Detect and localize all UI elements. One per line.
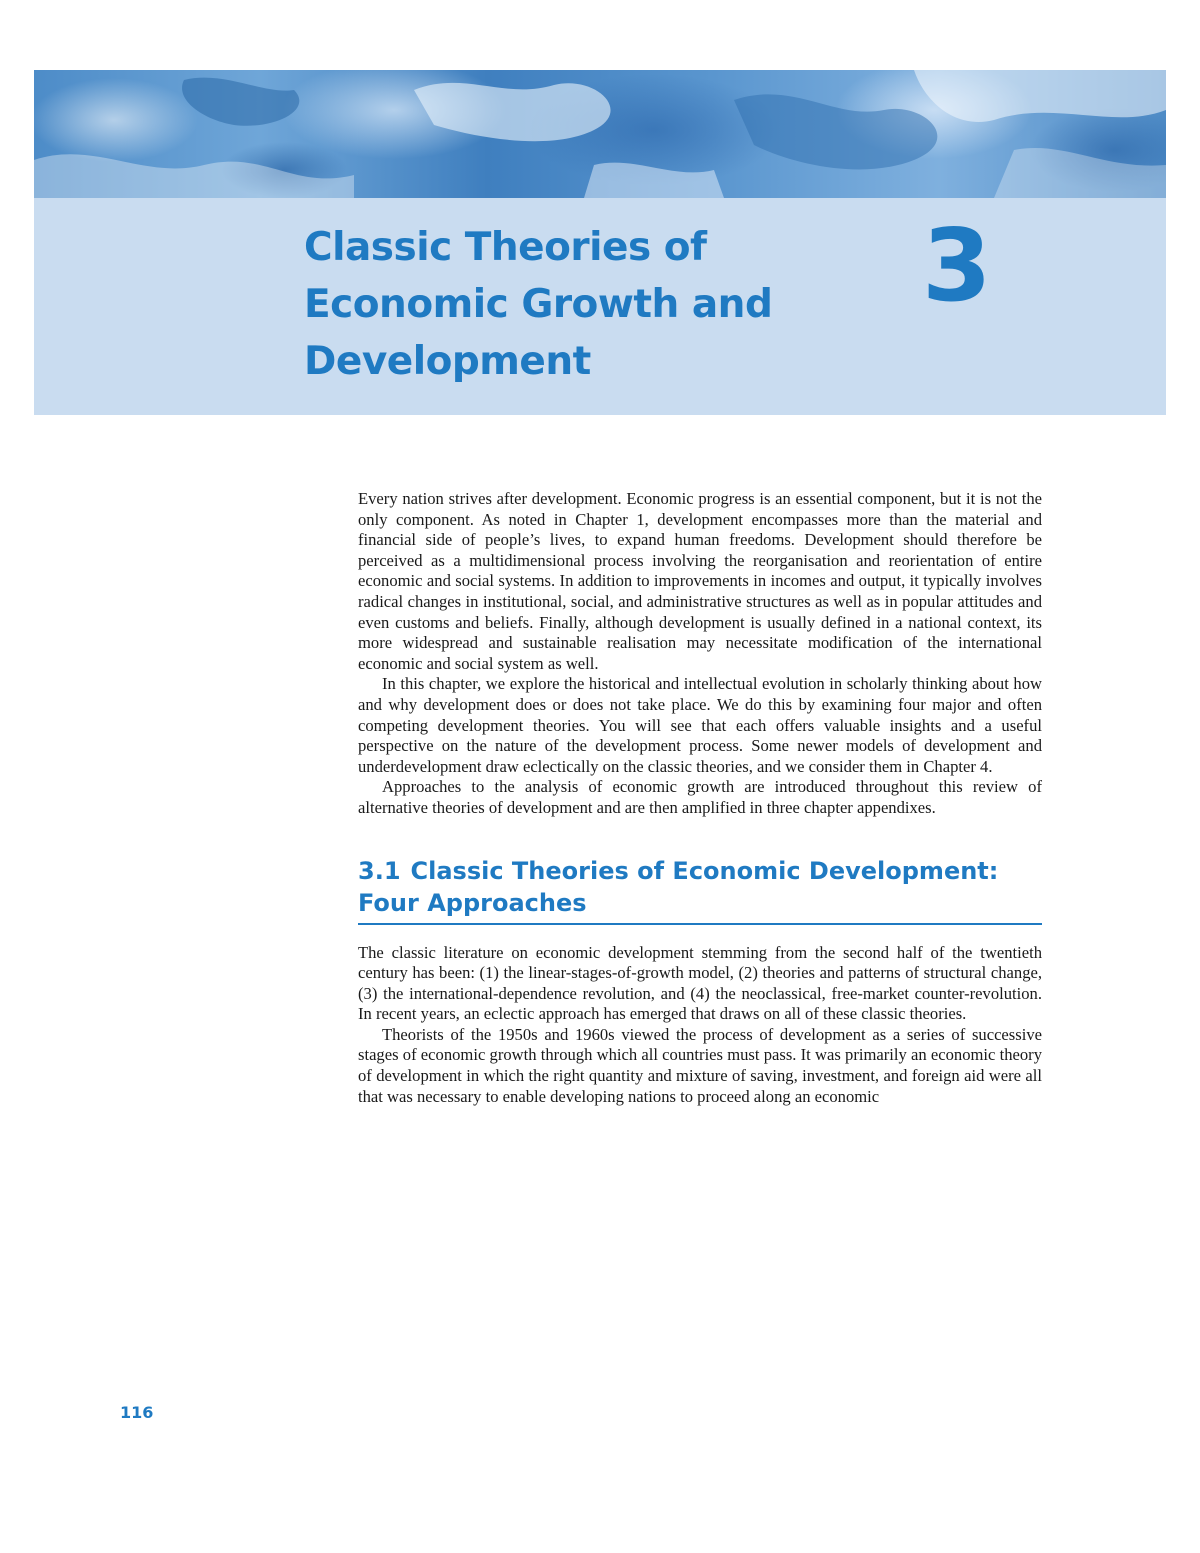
- section-paragraph-2: Theorists of the 1950s and 1960s viewed the process of development as a series of successive stages of economic growth through which all countries must pass. It was primarily an economic theory of development in which the right quantity and mixture of saving, investment, and foreign aid were all that was necessary to enable developing nations to proceed along an economic: [358, 1024, 1042, 1106]
- page-number: 116: [120, 1403, 154, 1422]
- banner-texture: [34, 70, 1166, 198]
- section-heading: [358, 855, 1042, 925]
- chapter-body: [358, 489, 1042, 1107]
- intro-paragraph-3: Approaches to the analysis of economic growth are introduced throughout this review of alternative theories of development and are then amplified in three chapter appendixes.: [358, 777, 1042, 817]
- banner-satellite-image: [34, 70, 1166, 198]
- section-number: 3.1: [358, 856, 401, 885]
- chapter-title-line-3: Development: [304, 339, 591, 384]
- chapter-number: 3: [922, 207, 992, 324]
- chapter-title: [304, 219, 864, 390]
- intro-paragraph-1: Every nation strives after development. Economic progress is an essential component, but it is not the only component. As noted in Chapter 1, development encompasses more than the material and financial side of people’s lives, to expand human freedoms. Development should therefore be perceived as a multidimensional process involving the reorganisation and reorientation of entire economic and social systems. In addition to improvements in incomes and output, it typically involves radical changes in institutional, social, and administrative structures as well as in popular attitudes and even customs and beliefs. Finally, although development is usually defined in a national context, its more widespread and sustainable realisation may necessitate modification of the international economic and social system as well.: [358, 489, 1042, 673]
- chapter-title-line-1: Classic Theories of: [304, 225, 707, 270]
- section-title: Classic Theories of Economic Development: Four Approaches: [358, 856, 999, 917]
- intro-paragraph-2: In this chapter, we explore the historical and intellectual evolution in scholarly thinking about how and why development does or does not take place. We do this by examining four major and often competing development theories. You will see that each offers valuable insights and a useful perspective on the nature of the development process. Some newer models of development and underdevelopment draw eclectically on the classic theories, and we consider them in Chapter 4.: [358, 674, 1042, 776]
- section-paragraph-1: The classic literature on economic development stemming from the second half of the twentieth century has been: (1) the linear-stages-of-growth model, (2) theories and patterns of structural change, (3) the international-dependence revolution, and (4) the neoclassical, free-market counter-revolution. In recent years, an eclectic approach has emerged that draws on all of these classic theories.: [358, 942, 1042, 1024]
- chapter-title-line-2: Economic Growth and: [304, 282, 773, 327]
- chapter-banner: [34, 70, 1166, 415]
